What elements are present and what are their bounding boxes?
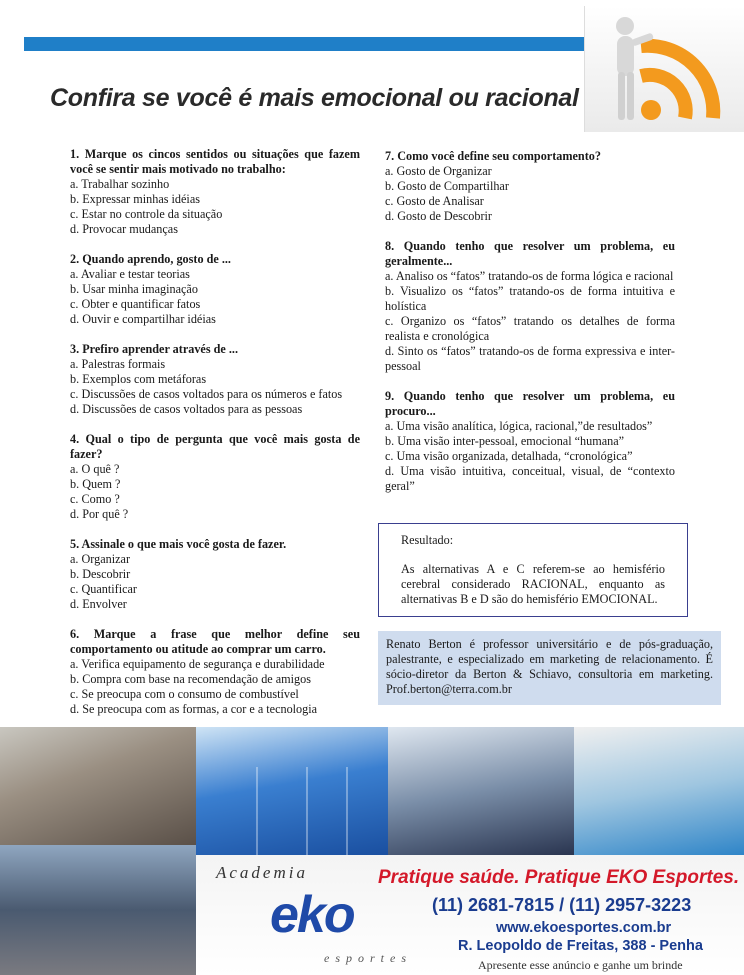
rss-mascot-logo	[584, 6, 744, 132]
option-b: b. Visualizo os “fatos” tratando-os de forma intuitiva e holística	[385, 284, 675, 313]
ad-slogan: Pratique saúde. Pratique EKO Esportes.	[378, 867, 740, 888]
question-2	[70, 252, 360, 327]
question-title: 7. Como você define seu comportamento?	[385, 149, 601, 163]
option-d: d. Por quê ?	[70, 507, 129, 521]
result-label: Resultado:	[401, 533, 454, 547]
option-d: d. Discussões de casos voltados para as pessoas	[70, 402, 303, 416]
swimming-pool-photo	[196, 727, 388, 855]
option-a: a. O quê ?	[70, 462, 120, 476]
questions-right-column	[385, 149, 675, 509]
question-3	[70, 342, 360, 417]
option-d: d. Uma visão intuitiva, conceitual, visual, de “contexto geral”	[385, 464, 675, 493]
option-b: b. Uma visão inter-pessoal, emocional “humana”	[385, 434, 625, 448]
result-text: As alternativas A e C referem-se ao hemisfério cerebral considerado RACIONAL, enquanto as alternativas B e D são do hemisfério EMOCIONAL.	[401, 562, 665, 606]
author-bio-box	[378, 631, 721, 705]
rss-figure-icon	[585, 6, 744, 132]
option-c: c. Organizo os “fatos” tratando os detalhes de forma realista e cronológica	[385, 314, 675, 343]
option-b: b. Usar minha imaginação	[70, 282, 198, 296]
option-c: c. Se preocupa com o consumo de combustível	[70, 687, 299, 701]
question-title: 6. Marque a frase que melhor define seu comportamento ou atitude ao comprar um carro.	[70, 627, 360, 656]
option-c: c. Discussões de casos voltados para os números e fatos	[70, 387, 343, 401]
ad-contact-panel	[196, 855, 744, 975]
author-bio-text: Renato Berton é professor universitário e de pós-graduação, palestrante, e especializado em marketing de relacionamento. É sócio-diretor da Berton & Schiavo, consultoria em marketing. Prof.berton@terra.com.br	[386, 637, 713, 696]
option-d: d. Envolver	[70, 597, 127, 611]
option-a: a. Verifica equipamento de segurança e durabilidade	[70, 657, 325, 671]
eko-ad-banner	[0, 727, 744, 975]
question-6	[70, 627, 360, 717]
esportes-label: esportes	[324, 951, 412, 965]
option-a: a. Organizar	[70, 552, 131, 566]
academia-label: Academia	[216, 863, 308, 882]
result-box	[378, 523, 688, 617]
question-5	[70, 537, 360, 612]
question-7	[385, 149, 675, 224]
question-title: 2. Quando aprendo, gosto de ...	[70, 252, 231, 266]
option-a: a. Gosto de Organizar	[385, 164, 492, 178]
question-9	[385, 389, 675, 494]
question-8	[385, 239, 675, 374]
option-a: a. Palestras formais	[70, 357, 166, 371]
option-d: d. Ouvir e compartilhar idéias	[70, 312, 216, 326]
option-c: c. Uma visão organizada, detalhada, “cronológica”	[385, 449, 633, 463]
option-b: b. Expressar minhas idéias	[70, 192, 200, 206]
question-title: 8. Quando tenho que resolver um problema, eu geralmente...	[385, 239, 675, 268]
option-d: d. Gosto de Descobrir	[385, 209, 492, 223]
water-aerobics-photo	[574, 727, 744, 855]
ad-phone: (11) 2681-7815 / (11) 2957-3223	[432, 895, 692, 915]
question-4	[70, 432, 360, 522]
fitness-class-photo	[0, 727, 196, 845]
ad-website[interactable]: www.ekoesportes.com.br	[496, 920, 672, 936]
option-a: a. Uma visão analítica, lógica, racional,”de resultados”	[385, 419, 653, 433]
option-a: a. Analiso os “fatos” tratando-os de forma lógica e racional	[385, 269, 674, 283]
gym-equipment-photo	[388, 727, 574, 855]
option-c: c. Como ?	[70, 492, 120, 506]
option-b: b. Compra com base na recomendação de amigos	[70, 672, 311, 686]
option-c: c. Obter e quantificar fatos	[70, 297, 201, 311]
option-c: c. Gosto de Analisar	[385, 194, 484, 208]
option-a: a. Trabalhar sozinho	[70, 177, 170, 191]
question-title: 1. Marque os cincos sentidos ou situações que fazem você se sentir mais motivado no trabalho:	[70, 147, 360, 176]
questions-left-column	[70, 147, 360, 732]
ad-promo: Apresente esse anúncio e ganhe um brinde	[478, 958, 683, 972]
option-b: b. Exemplos com metáforas	[70, 372, 207, 386]
building-facade-photo	[0, 845, 196, 975]
option-b: b. Descobrir	[70, 567, 131, 581]
option-a: a. Avaliar e testar teorias	[70, 267, 190, 281]
option-c: c. Estar no controle da situação	[70, 207, 223, 221]
eko-logo-text: eko	[270, 886, 354, 944]
option-c: c. Quantificar	[70, 582, 137, 596]
question-1	[70, 147, 360, 237]
option-d: d. Provocar mudanças	[70, 222, 178, 236]
question-title: 4. Qual o tipo de pergunta que você mais gosta de fazer?	[70, 432, 360, 461]
option-d: d. Sinto os “fatos” tratando-os de forma expressiva e inter-pessoal	[385, 344, 675, 373]
question-title: 5. Assinale o que mais você gosta de fazer.	[70, 537, 287, 551]
option-b: b. Quem ?	[70, 477, 121, 491]
top-accent-bar	[24, 37, 624, 51]
question-title: 3. Prefiro aprender através de ...	[70, 342, 238, 356]
option-d: d. Se preocupa com as formas, a cor e a tecnologia	[70, 702, 318, 716]
ad-address: R. Leopoldo de Freitas, 388 - Penha	[458, 938, 703, 954]
question-title: 9. Quando tenho que resolver um problema, eu procuro...	[385, 389, 675, 418]
page-title: Confira se você é mais emocional ou racional	[50, 84, 579, 112]
option-b: b. Gosto de Compartilhar	[385, 179, 509, 193]
